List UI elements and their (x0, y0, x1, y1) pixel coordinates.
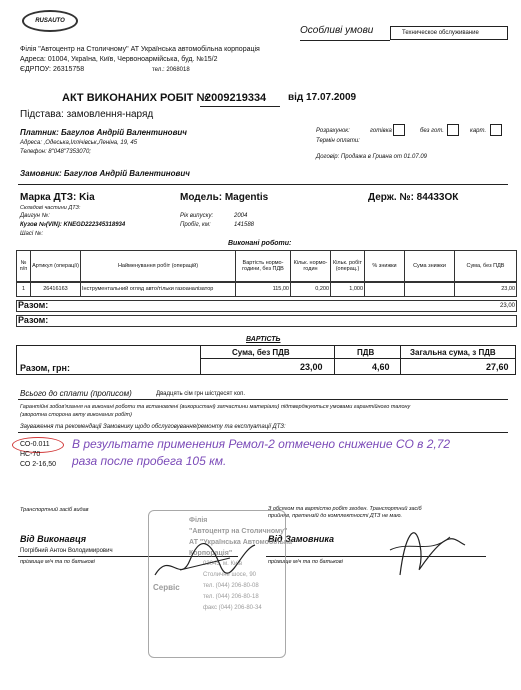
vehicle-parts-label: Складові частини ДТЗ: (20, 205, 81, 211)
calc-card-checkbox[interactable] (490, 124, 502, 136)
conditions-text: З обсягом та вартістю робіт згоден. Транспортний засіб прийняв, претензій до комплектності ДТЗ не маю. (268, 506, 422, 520)
vehicle-engine: Двигун №: (20, 213, 50, 219)
amount-words-label: Всього до сплати (прописом) (20, 389, 132, 398)
works-header-0: № п/п (16, 250, 31, 282)
company-logo (22, 10, 78, 32)
company-address: Адреса: 01004, Україна, Київ, Червоноармійська, буд. №15/2 (20, 56, 218, 63)
stamp-line-5: Столичне шосе, 90 (203, 572, 257, 578)
act-number-underline (200, 106, 280, 107)
vehicle-mileage: 141588 (234, 222, 255, 228)
cost-col-divider-1 (334, 345, 335, 375)
contractor-caption: прізвище м/ч та по батькові (20, 559, 95, 565)
works-title: Виконані роботи: (228, 240, 292, 247)
works-header-4: Кільк. нормо-годин (290, 250, 331, 282)
customer-name: Замовник: Багулов Андрій Валентинович (20, 169, 190, 178)
amount-words-underline (18, 399, 508, 400)
works-cell-r0-c3: 115,00 (235, 282, 291, 297)
company-line: Філія "Автоцентр на Столичному" АТ Українська автомобільна корпорація (20, 46, 260, 53)
header-divider (300, 40, 390, 41)
cost-col-divider-2 (400, 345, 401, 375)
cost-sum: 23,00 (300, 362, 323, 372)
works-total-2-label: Разом: (18, 315, 49, 326)
from-contractor: Від Виконавця (20, 534, 87, 544)
cost-row-label: Разом, грн: (20, 363, 70, 373)
vehicle-mileage-label: Пробіг, км: (180, 222, 211, 228)
stamp-line-2: АТ "Українська Автомобільна (189, 539, 293, 546)
stamp-line-0: Філія (189, 517, 208, 524)
cost-title: ВАРТІСТЬ (246, 336, 281, 343)
works-total-1-label: Разом: (18, 300, 49, 311)
from-customer: Від Замовника (268, 534, 335, 544)
logo-text: RUSAUTO (35, 18, 65, 24)
contract: Договір: Продажа в Гривна от 01.07.09 (316, 154, 427, 160)
vehicle-year-label: Рік випуску: (180, 213, 214, 219)
act-basis: Підстава: замовлення-наряд (20, 109, 154, 120)
calc-noncash-checkbox[interactable] (447, 124, 459, 136)
vehicle-year: 2004 (234, 213, 248, 219)
calc-label: Розрахунок: (316, 128, 350, 134)
guarantee-text-2: (зворотна сторона акту виконаних робіт) (20, 412, 132, 418)
works-cell-r0-c5: 1,000 (330, 282, 365, 297)
works-header-6: % знижки (364, 250, 405, 282)
vehicle-body: Кузов №(VIN): KNEGD222345318934 (20, 222, 126, 228)
remarks-label: Зауваження та рекомендації Замовнику щодо обслуговування/ремонту та експлуатації ДТЗ: (20, 424, 286, 430)
vehicle-reg: Держ. №: 84433ОК (368, 192, 459, 203)
cost-total: 27,60 (486, 362, 509, 372)
handwritten-note-line-2: раза после пробега 105 км. (72, 454, 227, 468)
cost-col-divider-0 (200, 345, 201, 375)
works-total-1 (16, 300, 517, 312)
cost-col-vat: ПДВ (357, 348, 375, 357)
remark-hc: НС-70 (20, 451, 41, 458)
works-header-5: Кільк. робіт (операц.) (330, 250, 365, 282)
stamp-line-9: Сервіс (153, 583, 180, 592)
remark-co2: СО 2-16,50 (20, 461, 57, 468)
special-conditions-label: Особливі умови (300, 25, 374, 36)
stamp-line-6: тел. (044) 206-80-08 (203, 583, 259, 589)
transport-issued: Транспортний засіб видав (20, 507, 89, 513)
customer-caption: прізвище м/ч та по батькові (268, 559, 343, 565)
works-header-2: Найменування робіт (операцій) (80, 250, 236, 282)
works-cell-r0-c6 (364, 282, 405, 297)
works-header-1: Артикул (операції) (30, 250, 81, 282)
act-number: 2009219334 (205, 92, 267, 104)
cost-col-sum: Сума, без ПДВ (232, 348, 290, 357)
act-title: АКТ ВИКОНАНИХ РОБІТ № (62, 92, 209, 104)
company-edrpou: ЄДРПОУ: 26315758 (20, 66, 85, 73)
payer-name: Платник: Багулов Андрій Валентинович (20, 128, 187, 137)
calc-cash-label: готівка (370, 128, 392, 134)
payer-phone: Телефон: 8"048"7353070; (20, 149, 91, 155)
company-phone: тел.: 2068018 (152, 67, 190, 73)
act-date: від 17.07.2009 (288, 92, 357, 103)
works-cell-r0-c7 (404, 282, 455, 297)
payment-term: Термін оплати: (316, 138, 360, 144)
calc-cash-checkbox[interactable] (393, 124, 405, 136)
contractor-signature (150, 530, 260, 590)
works-header-7: Сума знижки (404, 250, 455, 282)
calc-card-label: карт. (470, 128, 487, 134)
guarantee-text: Гарантійні зобов'язання на виконані роботи та встановлені (використані) запчастини матеріали) підтверджуються умовами гарантійного талону (20, 404, 411, 410)
stamp-line-4: 03045, м. Київ (203, 561, 243, 567)
vehicle-brand: Марка ДТЗ: Kia (20, 192, 95, 203)
customer-signature (380, 515, 470, 585)
cost-vat: 4,60 (372, 362, 390, 372)
stamp-line-8: факс (044) 206-80-34 (203, 605, 262, 611)
stamp-line-7: тел. (044) 206-80-18 (203, 594, 259, 600)
remark-co: СО-0.011 (20, 441, 50, 448)
works-header-3: Вартість нормо-години, без ПДВ (235, 250, 291, 282)
contractor-name: Погрібний Антон Володимирович (20, 548, 113, 554)
works-cell-r0-c1: 26416163 (30, 282, 81, 297)
works-header-8: Сума, без ПДВ (454, 250, 517, 282)
cost-col-total: Загальна сума, з ПДВ (410, 348, 496, 357)
stamp-line-3: Корпорація" (189, 550, 233, 557)
vehicle-chassis: Шасі №: (20, 231, 44, 237)
remarks-divider (18, 432, 508, 433)
works-cell-r0-c0: 1 (16, 282, 31, 297)
stamp-line-1: "Автоцентр на Столичному" (189, 528, 288, 535)
vehicle-model: Модель: Magentis (180, 192, 269, 203)
payer-address: Адреса: ,Одеська,Іллічівськ,Леніна, 19, 45 (20, 140, 138, 146)
amount-words: Двадцять сім грн шістдесят коп. (156, 391, 246, 397)
works-cell-r0-c8: 23,00 (454, 282, 517, 297)
works-total-1-value: 23,00 (499, 302, 515, 309)
works-total-2 (16, 315, 517, 327)
service-type-value: Техническое обслуживание (402, 30, 479, 36)
calc-noncash-label: без гот. (420, 128, 444, 134)
works-cell-r0-c2: Інструментальний огляд авто/тільки газоаналізатор (80, 282, 236, 297)
handwritten-note-line-1: В результате применения Ремол-2 отмечено снижение СО в 2,72 (72, 437, 451, 451)
works-cell-r0-c4: 0,200 (290, 282, 331, 297)
customer-divider (18, 184, 508, 185)
cost-header-divider (200, 358, 516, 359)
